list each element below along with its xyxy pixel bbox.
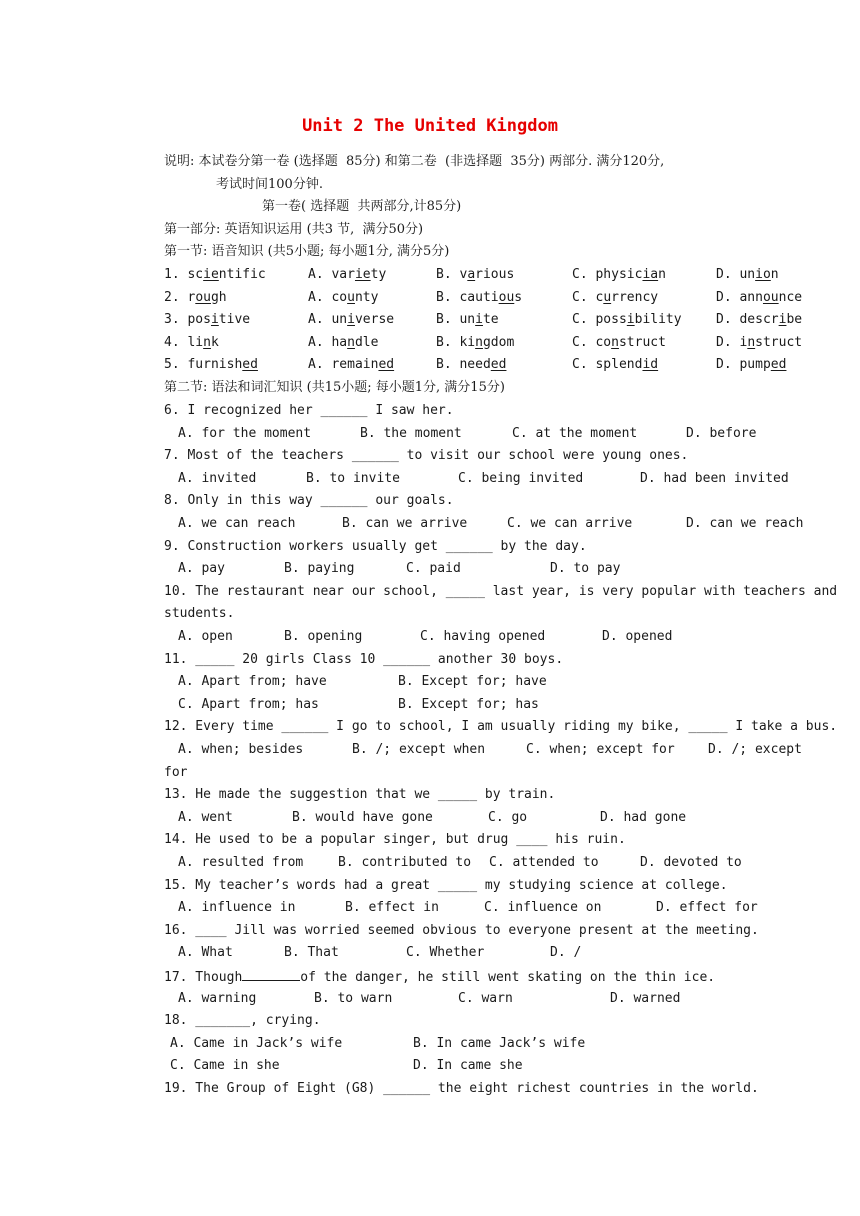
phonetics-option: A. remained: [308, 357, 395, 373]
page-title: Unit 2 The United Kingdom: [302, 116, 558, 136]
answer-option: D. can we reach: [686, 516, 804, 531]
phonetics-question: 4. link: [164, 334, 219, 350]
answer-option: C. when; except for: [526, 742, 675, 757]
phonetics-question: 3. positive: [164, 312, 251, 328]
answer-option: C. we can arrive: [507, 516, 633, 531]
answer-option: A. pay: [178, 561, 225, 577]
question-stem: 6. I recognized her ______ I saw her.: [164, 403, 454, 418]
answer-option: C. at the moment: [512, 425, 638, 441]
answer-option: C. Whether: [406, 945, 485, 961]
answer-option: C. go: [488, 809, 528, 825]
answer-option: B. to warn: [314, 990, 393, 1006]
answer-option: D. /; except: [708, 742, 802, 757]
answer-option: B. would have gone: [292, 809, 433, 825]
answer-option: C. Came in she: [170, 1058, 280, 1074]
volume-heading: 第一卷( 选择题 共两部分,计85分): [262, 199, 462, 214]
phonetics-option: C. splendid: [572, 357, 659, 373]
answer-blank[interactable]: [242, 968, 300, 981]
question-stem: 7. Most of the teachers ______ to visit our school were young ones.: [164, 448, 689, 464]
answer-option: B. to invite: [306, 470, 400, 486]
phonetics-option: B. various: [436, 267, 515, 282]
answer-option: A. influence in: [178, 900, 296, 916]
answer-option: A. open: [178, 629, 233, 644]
answer-option: C. paid: [406, 561, 461, 577]
section-heading-phonetics: 第一节: 语音知识 (共5小题; 每小题1分, 满分5分): [164, 244, 450, 259]
question-stem: 15. My teacher’s words had a great _____ my studying science at college.: [164, 877, 728, 893]
answer-option: D. effect for: [656, 900, 758, 916]
phonetics-option: D. union: [716, 267, 779, 282]
phonetics-option: B. needed: [436, 357, 507, 373]
question-stem: 18. _______, crying.: [164, 1013, 321, 1029]
question-stem-continued: students.: [164, 606, 235, 622]
answer-option: A. What: [178, 945, 233, 961]
answer-option: D. warned: [610, 990, 681, 1006]
phonetics-option: C. physician: [572, 267, 666, 282]
answer-option: A. when; besides: [178, 742, 304, 757]
answer-option: C. warn: [458, 990, 513, 1006]
question-stem: 13. He made the suggestion that we _____ by train.: [164, 787, 556, 803]
phonetics-option: C. construct: [572, 334, 666, 350]
answer-option: B. Except for; have: [398, 674, 547, 690]
phonetics-option: D. describe: [716, 312, 803, 328]
question-stem: 12. Every time ______ I go to school, I am usually riding my bike, _____ I take a bus.: [164, 719, 838, 735]
phonetics-option: D. announce: [716, 289, 803, 305]
phonetics-option: A. variety: [308, 267, 387, 282]
answer-option: C. being invited: [458, 470, 584, 486]
answer-option: A. Came in Jack’s wife: [170, 1035, 343, 1051]
answer-option: D. to pay: [550, 561, 621, 577]
question-stem: 9. Construction workers usually get ______ by the day.: [164, 538, 587, 554]
answer-option: D. had gone: [600, 809, 687, 825]
question-stem: 11. _____ 20 girls Class 10 ______ another 30 boys.: [164, 651, 564, 667]
answer-option: B. effect in: [345, 900, 439, 916]
question-stem: 8. Only in this way ______ our goals.: [164, 493, 454, 509]
question-stem: 14. He used to be a popular singer, but drug ____ his ruin.: [164, 832, 626, 848]
answer-option: D. opened: [602, 629, 673, 644]
answer-option: A. warning: [178, 990, 257, 1006]
answer-option: A. resulted from: [178, 855, 304, 870]
part-heading: 第一部分: 英语知识运用 (共3 节, 满分50分): [164, 222, 424, 237]
phonetics-question: 2. rough: [164, 289, 227, 305]
answer-option: D. In came she: [413, 1058, 523, 1074]
phonetics-option: D. pumped: [716, 357, 787, 373]
answer-option: B. In came Jack’s wife: [413, 1035, 586, 1051]
phonetics-option: B. kingdom: [436, 334, 515, 350]
answer-option: A. for the moment: [178, 425, 312, 441]
answer-option: D. before: [686, 425, 757, 441]
answer-option: B. paying: [284, 561, 355, 577]
phonetics-option: B. unite: [436, 312, 499, 328]
question-stem: 19. The Group of Eight (G8) ______ the eight richest countries in the world.: [164, 1081, 759, 1096]
phonetics-option: B. cautious: [436, 289, 523, 305]
answer-option: D. devoted to: [640, 855, 742, 870]
answer-option: B. /; except when: [352, 742, 486, 757]
phonetics-question: 5. furnished: [164, 357, 258, 373]
answer-option: B. opening: [284, 629, 363, 644]
answer-option: C. attended to: [489, 855, 599, 870]
question-stem: 16. ____ Jill was worried seemed obvious to everyone present at the meeting.: [164, 922, 759, 938]
question-stem: 17. Though of the danger, he still went skating on the thin ice.: [164, 970, 716, 985]
phonetics-option: C. currency: [572, 289, 659, 305]
question-stem: 10. The restaurant near our school, _____ last year, is very popular with teachers and: [164, 583, 838, 599]
option-continued: for: [164, 764, 188, 780]
answer-option: B. That: [284, 945, 339, 961]
answer-option: A. went: [178, 809, 233, 825]
phonetics-option: A. handle: [308, 334, 379, 350]
instructions-line-1: 说明: 本试卷分第一卷 (选择题 85分) 和第二卷 (非选择题 35分) 两部分. 满分120分,: [164, 154, 665, 169]
answer-option: B. Except for; has: [398, 696, 539, 712]
phonetics-question: 1. scientific: [164, 267, 266, 282]
answer-option: B. can we arrive: [342, 516, 468, 531]
answer-option: A. Apart from; have: [178, 674, 327, 690]
instructions-line-2: 考试时间100分钟.: [216, 177, 323, 192]
answer-option: C. Apart from; has: [178, 696, 319, 712]
phonetics-option: A. county: [308, 289, 379, 305]
answer-option: A. we can reach: [178, 516, 296, 531]
phonetics-option: A. universe: [308, 312, 395, 328]
answer-option: B. the moment: [360, 425, 462, 441]
section-heading-grammar: 第二节: 语法和词汇知识 (共15小题; 每小题1分, 满分15分): [164, 380, 505, 395]
answer-option: D. had been invited: [640, 470, 789, 486]
answer-option: C. influence on: [484, 900, 602, 916]
phonetics-option: C. possibility: [572, 312, 682, 328]
answer-option: C. having opened: [420, 629, 546, 644]
answer-option: D. /: [550, 945, 582, 961]
answer-option: A. invited: [178, 470, 257, 486]
answer-option: B. contributed to: [338, 855, 472, 870]
phonetics-option: D. instruct: [716, 334, 803, 350]
